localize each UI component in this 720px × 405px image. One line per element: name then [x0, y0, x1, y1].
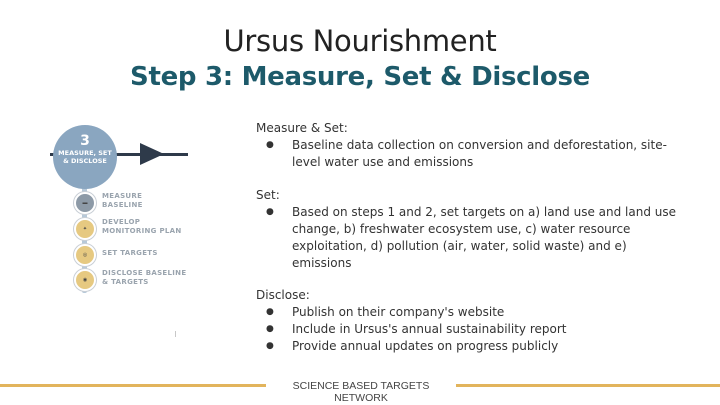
step-label-line1: DEVELOP	[102, 218, 141, 226]
slide-subtitle: Step 3: Measure, Set & Disclose	[130, 62, 590, 92]
step-label-line1: DISCLOSE BASELINE	[102, 269, 187, 277]
step-label-line1: MEASURE	[102, 192, 143, 200]
bullet-icon: ●	[266, 307, 274, 317]
footer-text: SCIENCE BASED TARGETS NETWORK	[292, 380, 430, 404]
list-item: ● Include in Ursus's annual sustainability report	[266, 322, 567, 336]
step-3-circle	[53, 125, 117, 189]
slide-content	[256, 120, 676, 355]
step-label-line2: & TARGETS	[102, 277, 149, 286]
step-title-line1: MEASURE, SET	[58, 149, 112, 157]
bullet-icon: ●	[266, 207, 274, 217]
list-item: ● Baseline data collection on conversion and deforestation, site-level water use and emissions	[266, 138, 667, 169]
bullet-icon: ●	[266, 324, 274, 334]
bullet-icon: ●	[266, 140, 274, 150]
section-heading: Measure & Set:	[256, 121, 348, 135]
slide-title: Ursus Nourishment	[223, 24, 497, 58]
step-label-line2: BASELINE	[102, 200, 143, 209]
process-diagram	[40, 118, 240, 348]
target-icon: ◎	[74, 244, 96, 266]
divider-tick	[175, 331, 176, 337]
section-disclose	[256, 287, 676, 355]
measure-baseline-icon: ▬	[74, 192, 96, 214]
footer-accent-line-left	[0, 384, 266, 387]
arrow-right-icon	[140, 143, 164, 165]
monitoring-plan-icon: ✦	[74, 218, 96, 240]
section-measure-set	[256, 120, 676, 171]
list-item: ● Based on steps 1 and 2, set targets on a) land use and land use change, b) freshwater ecosystem use, c) water resource exploitation, d) pollution (air, water, solid waste) and e) emissions	[266, 205, 676, 270]
step-label-line1: SET TARGETS	[102, 249, 158, 257]
footer-accent-line-right	[456, 384, 720, 387]
section-set	[256, 187, 676, 272]
step-number: 3	[80, 133, 90, 149]
section-heading: Disclose:	[256, 288, 310, 302]
step-label-line2: MONITORING PLAN	[102, 226, 182, 235]
list-item: ● Provide annual updates on progress publicly	[266, 339, 559, 353]
step-title-line2: & DISCLOSE	[63, 157, 107, 165]
disclose-icon: ◉	[74, 269, 96, 291]
section-heading: Set:	[256, 188, 280, 202]
bullet-icon: ●	[266, 341, 274, 351]
list-item: ● Publish on their company's website	[266, 305, 505, 319]
